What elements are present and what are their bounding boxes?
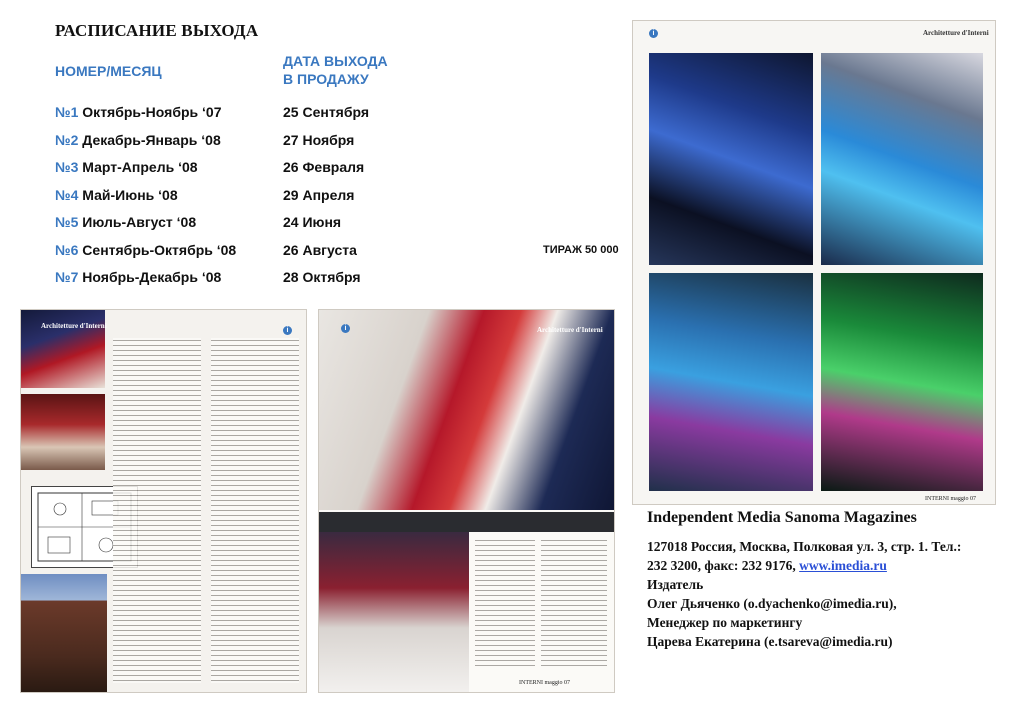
article-text-column-3 — [475, 538, 535, 668]
magazine-page-left — [20, 309, 307, 693]
schedule-row — [55, 104, 415, 132]
running-head-right: Architetture d'Interni — [537, 326, 603, 334]
issue-number: №6 — [55, 241, 79, 258]
article-text-column-1 — [113, 338, 201, 683]
folio-staircase: INTERNI maggio 07 — [925, 496, 976, 502]
issue-number: №1 — [55, 104, 79, 120]
section-badge-icon: i — [649, 29, 658, 38]
sale-date: 24 Июня — [283, 214, 342, 230]
issue-month-cell — [55, 187, 178, 203]
website-link[interactable]: www.imedia.ru — [799, 558, 887, 573]
issue-month-cell — [55, 269, 221, 285]
schedule-row — [55, 159, 415, 187]
issue-months: Июль-Август ‘08 — [82, 214, 197, 230]
publisher-name: Independent Media Sanoma Magazines — [647, 509, 917, 526]
sale-date: 29 Апреля — [283, 186, 355, 203]
photo-building-exterior — [21, 574, 107, 692]
issue-month-cell — [55, 159, 198, 175]
issue-month-cell — [55, 214, 196, 230]
folio-right: INTERNI maggio 07 — [519, 680, 570, 686]
issue-month-cell — [55, 104, 222, 120]
schedule-row — [55, 132, 415, 160]
page-title: РАСПИСАНИЕ ВЫХОДА — [55, 21, 259, 40]
issue-number: №7 — [55, 269, 79, 285]
magazine-page-right — [318, 309, 615, 693]
issue-number: №5 — [55, 214, 79, 230]
sale-date-header-line1: ДАТА ВЫХОДА — [283, 53, 388, 69]
photo-caption-strip — [319, 512, 614, 532]
magazine-page-staircase — [632, 20, 996, 505]
schedule-row — [55, 242, 415, 270]
issue-months: Декабрь-Январь ‘08 — [82, 131, 221, 148]
publisher-role: Издатель — [647, 577, 704, 592]
issue-number: №2 — [55, 131, 79, 148]
issue-number: №3 — [55, 159, 79, 175]
sale-date-header-line2: В ПРОДАЖУ — [283, 71, 369, 87]
photo-staircase-blue-2 — [821, 53, 983, 265]
article-text-column-2 — [211, 338, 299, 683]
sale-date: 27 Ноября — [283, 131, 355, 148]
marketing-person: Царева Екатерина (e.tsareva@imedia.ru) — [647, 634, 893, 649]
issue-months: Сентябрь-Октябрь ‘08 — [82, 241, 237, 258]
sale-date: 26 Февраля — [283, 159, 365, 175]
sale-date: 26 Августа — [283, 241, 357, 258]
photo-staircase-green — [821, 273, 983, 491]
schedule-row — [55, 214, 415, 242]
publisher-contact-block — [647, 508, 961, 651]
address-line-2 — [647, 556, 961, 575]
schedule-row — [55, 269, 415, 297]
article-text-column-4 — [541, 538, 607, 668]
sale-date: 25 Сентября — [283, 104, 370, 120]
photo-red-lounge-seating — [319, 532, 469, 692]
circulation-label: ТИРАЖ 50 000 — [543, 244, 619, 256]
photo-staircase-blue-1 — [649, 53, 813, 265]
section-badge-icon: i — [341, 324, 350, 333]
schedule-row — [55, 187, 415, 215]
issue-months: Октябрь-Ноябрь ‘07 — [82, 104, 222, 120]
running-head: Architetture d'Interni — [41, 322, 107, 330]
issue-months: Ноябрь-Декабрь ‘08 — [82, 269, 222, 285]
issue-month-cell — [55, 132, 221, 148]
issue-month-cell — [55, 242, 236, 258]
issue-months: Май-Июнь ‘08 — [82, 186, 178, 203]
schedule-table — [55, 104, 415, 297]
section-badge-icon: i — [283, 326, 292, 335]
sale-date: 28 Октября — [283, 269, 361, 285]
phone-fax: 232 3200, факс: 232 9176, — [647, 558, 800, 573]
issue-column-header: НОМЕР/МЕСЯЦ — [55, 63, 162, 79]
address-line-1: 127018 Россия, Москва, Полковая ул. 3, стр. 1. Тел.: — [647, 539, 962, 554]
running-head-staircase: Architetture d'Interni — [923, 29, 989, 37]
publisher-person: Олег Дьяченко (o.dyachenko@imedia.ru), — [647, 596, 897, 611]
issue-number: №4 — [55, 186, 79, 203]
photo-bar-interior — [21, 394, 105, 470]
marketing-role: Менеджер по маркетингу — [647, 615, 803, 630]
photo-white-red-interior — [319, 310, 614, 510]
sale-date-column-header — [283, 52, 388, 88]
photo-staircase-graffiti-1 — [649, 273, 813, 491]
issue-months: Март-Апрель ‘08 — [82, 159, 198, 175]
